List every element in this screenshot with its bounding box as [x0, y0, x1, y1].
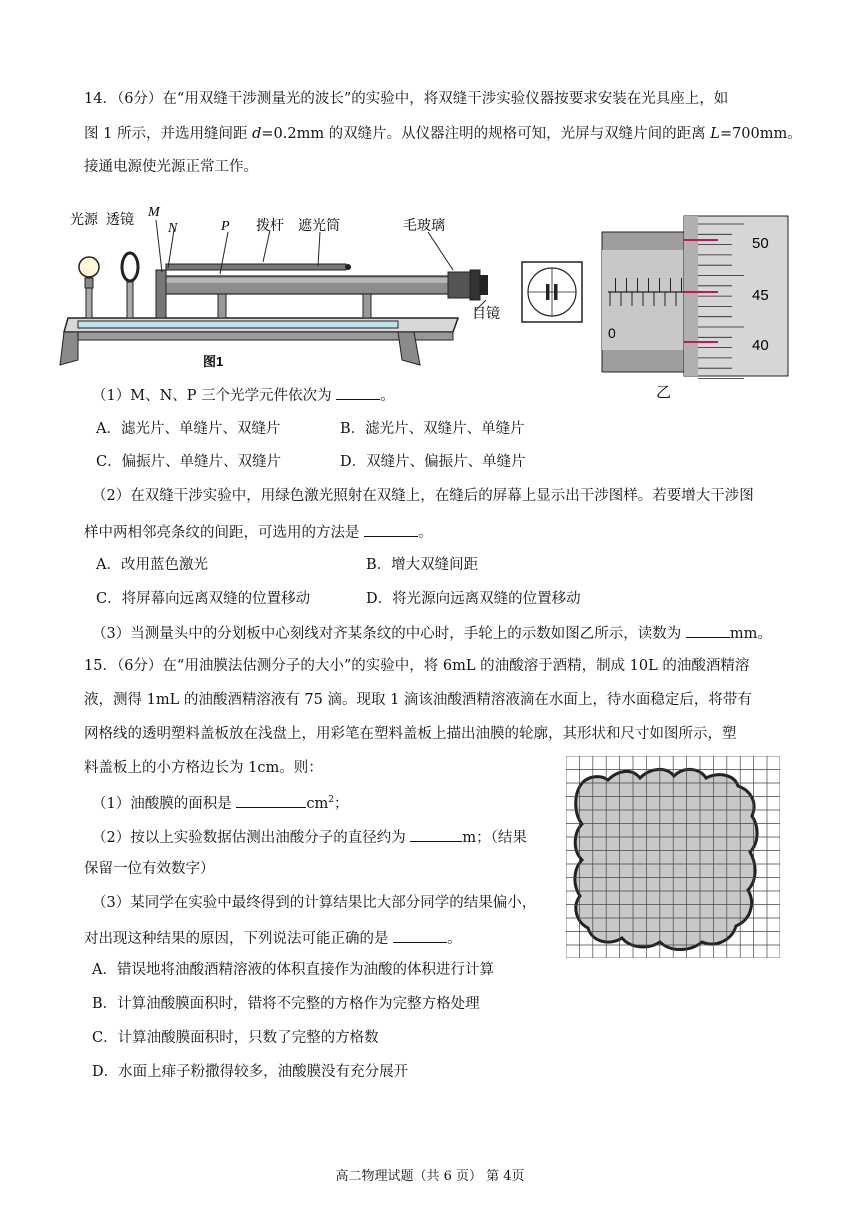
- figure-1-caption: 图1: [203, 354, 224, 369]
- label-p: P: [221, 219, 230, 234]
- q15-line4: 料盖板上的小方格边长为 1cm。则：: [84, 760, 323, 776]
- label-n: N: [168, 221, 178, 236]
- q14-sub3: （3）当测量头中的分划板中心刻线对齐某条纹的中心时，手轮上的示数如图乙所示，读数为 mm。: [92, 622, 772, 644]
- q14-sub2-line1: （2）在双缝干涉实验中，用绿色激光照射在双缝上，在缝后的屏幕上显示出干涉图样。若要增大干涉图: [92, 488, 754, 504]
- figure-1-optical-bench: [58, 200, 508, 375]
- label-light-source: 光源: [70, 213, 98, 228]
- q14-sub1-option-c: C．偏振片、单缝片、双缝片: [96, 454, 282, 470]
- label-ground-glass: 毛玻璃: [403, 219, 445, 234]
- oil-film-grid-figure: [566, 756, 780, 958]
- q14-sub2-option-b: B．增大双缝间距: [366, 557, 479, 573]
- q15-sub2-line1: （2）按以上实验数据估测出油酸分子的直径约为 m；（结果: [92, 826, 527, 848]
- figure-yi-caption: 乙: [656, 384, 672, 400]
- q14-sub2-line2: 样中两相邻亮条纹的间距，可选用的方法是 。: [84, 521, 433, 543]
- thimble-label-40: 40: [752, 337, 769, 354]
- label-lens: 透镜: [106, 213, 134, 228]
- q14-sub1-option-b: B．滤光片、双缝片、单缝片: [340, 421, 525, 437]
- label-shade-tube: 遮光筒: [298, 219, 340, 234]
- q15-option-d: D．水面上痱子粉撒得较多，油酸膜没有充分展开: [92, 1064, 409, 1080]
- q15-sub2-line2: 保留一位有效数字）: [84, 861, 215, 877]
- q15-line1: 15．（6分）在“用油膜法估测分子的大小”的实验中，将 6mL 的油酸溶于酒精，制成 10L 的油酸酒精溶: [84, 658, 750, 674]
- q14-sub1-option-d: D．双缝片、偏振片、单缝片: [340, 454, 526, 470]
- q14-sub2-option-a: A．改用蓝色激光: [96, 557, 208, 573]
- q15-sub1: （1）油酸膜的面积是 $cm^2$；: [92, 792, 348, 814]
- q15-option-b: B．计算油酸膜面积时，错将不完整的方格作为完整方格处理: [92, 996, 480, 1012]
- q14-line3: 接通电源使光源正常工作。: [84, 159, 258, 175]
- q15-sub3-line1: （3）某同学在实验中最终得到的计算结果比大部分同学的结果偏小，: [92, 895, 537, 911]
- q15-line2: 液，测得 1mL 的油酸酒精溶液有 75 滴。现取 1 滴该油酸酒精溶液滴在水面上，待水面稳定后，将带有: [84, 692, 752, 708]
- q15-sub3-line2: 对出现这种结果的原因，下列说法可能正确的是 。: [84, 927, 462, 949]
- q15-option-c: C．计算油酸膜面积时，只数了完整的方格数: [92, 1030, 379, 1046]
- q15-option-a: A．错误地将油酸酒精溶液的体积直接作为油酸的体积进行计算: [92, 962, 494, 978]
- q14-sub2-option-c: C．将屏幕向远离双缝的位置移动: [96, 591, 311, 607]
- q14-sub1: （1）M、N、P 三个光学元件依次为 。: [92, 384, 395, 406]
- q14-sub1-option-a: A．滤光片、单缝片、双缝片: [96, 421, 281, 437]
- thimble-label-50: 50: [752, 235, 769, 252]
- page-footer: 高二物理试题（共 6 页） 第 4页: [335, 1169, 525, 1184]
- label-m: M: [148, 205, 160, 220]
- q14-line1: 14．（6分）在“用双缝干涉测量光的波长”的实验中，将双缝干涉实验仪器按要求安装在光具座上，如: [84, 91, 729, 107]
- figure-yi-micrometer: [518, 210, 796, 400]
- thimble-label-45: 45: [752, 287, 769, 304]
- sleeve-zero-label: 0: [608, 325, 616, 341]
- label-lever: 拨杆: [256, 219, 284, 234]
- label-eyepiece: 目镜: [472, 307, 500, 322]
- q14-sub2-option-d: D．将光源向远离双缝的位置移动: [366, 591, 581, 607]
- q14-line2: 图 1 所示，并选用缝间距 d=0.2mm 的双缝片。从仪器注明的规格可知，光屏与双缝片间的距离 L=700mm。: [84, 126, 802, 142]
- q15-line3: 网格线的透明塑料盖板放在浅盘上，用彩笔在塑料盖板上描出油膜的轮廓，其形状和尺寸如图所示，塑: [84, 726, 737, 742]
